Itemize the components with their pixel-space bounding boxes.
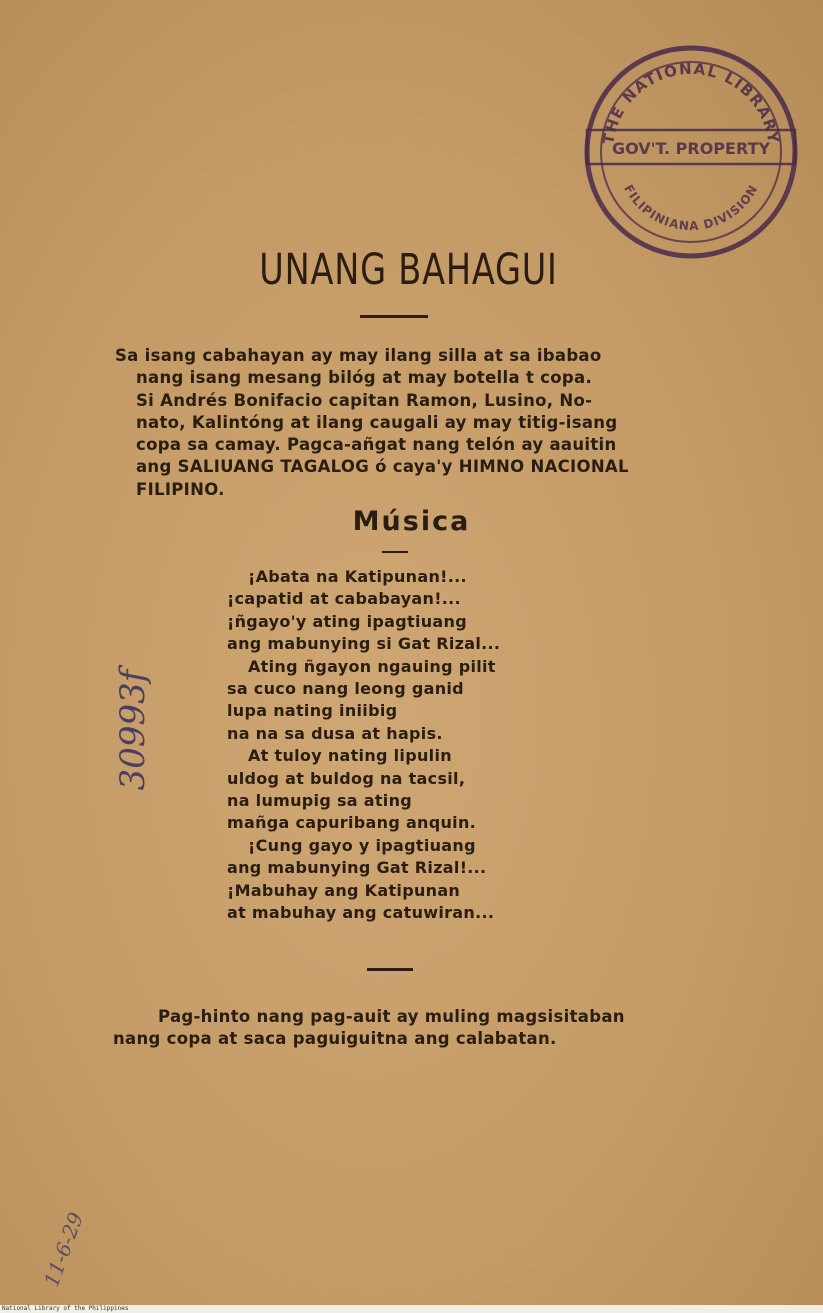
- intro-line: nato, Kalintóng at ilang caugali ay may titig-isang: [136, 412, 618, 432]
- intro-line: ang SALIUANG TAGALOG ó caya'y HIMNO NACIONAL: [136, 457, 629, 477]
- lyric-line: ang mabunying si Gat Rizal...: [227, 634, 501, 654]
- stamp-center-text: GOV'T. PROPERTY: [611, 139, 771, 158]
- lyric-line: ang mabunying Gat Rizal!...: [227, 858, 487, 878]
- section-divider: [367, 968, 413, 971]
- lyric-line: mañga capuribang anquin.: [227, 813, 477, 833]
- song-lyrics: [227, 566, 547, 925]
- closing-stage-direction: [113, 1006, 703, 1050]
- intro-line: nang isang mesang bilóg at may botella t copa.: [136, 368, 593, 388]
- lyric-line: ¡ñgayo'y ating ipagtiuang: [227, 611, 467, 631]
- intro-line: Sa isang cabahayan ay may ilang silla at sa ibabao: [115, 346, 602, 365]
- lyric-line: Ating ñgayon ngauing pilit: [248, 656, 496, 676]
- lyric-line: at mabuhay ang catuwiran...: [227, 903, 495, 923]
- lyric-line: na lumupig sa ating: [227, 791, 413, 811]
- stamp-bottom-text: FILIPINIANA DIVISION: [621, 182, 761, 234]
- lyric-line: ¡Abata na Katipunan!...: [248, 567, 467, 586]
- lyric-line: ¡Mabuhay ang Katipunan: [227, 880, 461, 900]
- call-number-text: 30993f: [113, 669, 153, 791]
- musica-heading: Música: [352, 506, 471, 537]
- date-note-text: 11-6-29: [39, 1209, 89, 1290]
- stamp-top-text: THE NATIONAL LIBRARY: [599, 59, 783, 146]
- closing-line: nang copa at saca paguiguitna ang calabatan.: [113, 1029, 557, 1048]
- lyric-line: uldog at buldog na tacsil,: [227, 768, 466, 788]
- handwritten-call-number: [95, 650, 175, 810]
- svg-text:FILIPINIANA DIVISION: [621, 182, 760, 233]
- handwritten-date-note: [25, 1200, 105, 1300]
- footer-credit-bar: [0, 1305, 823, 1313]
- intro-line: FILIPINO.: [136, 479, 225, 499]
- closing-line: Pag-hinto nang pag-auit ay muling magsisitaban: [158, 1007, 625, 1026]
- title-underline: [360, 315, 428, 318]
- lyric-line: lupa nating iniibig: [227, 701, 398, 721]
- lyric-line: ¡Cung gayo y ipagtiuang: [248, 835, 476, 855]
- lyric-line: At tuloy nating lipulin: [248, 746, 452, 766]
- lyric-line: ¡capatid at cababayan!...: [227, 589, 461, 609]
- intro-paragraph: [115, 345, 695, 501]
- library-stamp: [583, 44, 799, 260]
- intro-line: copa sa camay. Pagca-añgat nang telón ay aauitin: [136, 435, 617, 455]
- lyric-line: sa cuco nang leong ganid: [227, 679, 464, 699]
- intro-line: Si Andrés Bonifacio capitan Ramon, Lusino, No-: [136, 390, 593, 410]
- footer-credit: National Library of the Philippines: [2, 1305, 129, 1312]
- lyric-line: na na sa dusa at hapis.: [227, 723, 443, 743]
- musica-underline: [382, 551, 408, 553]
- page-title: UNANG BAHAGUI: [259, 245, 558, 295]
